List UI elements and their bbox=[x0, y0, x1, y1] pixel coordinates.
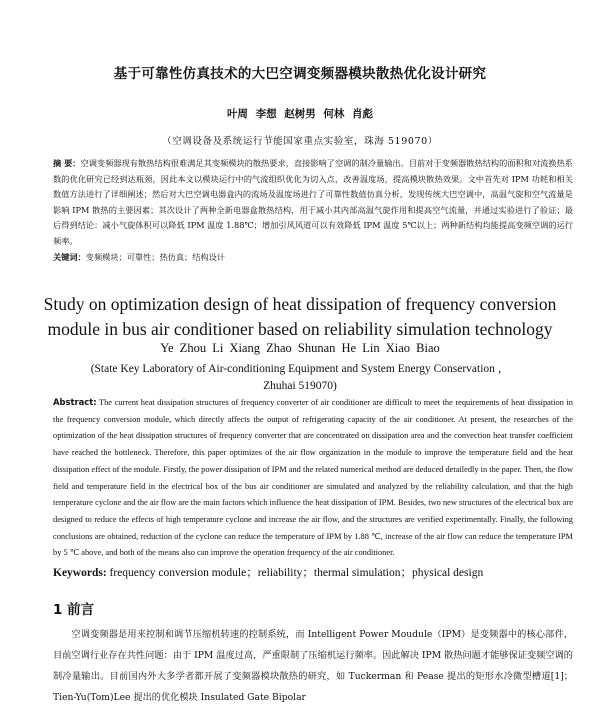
english-authors: Ye Zhou Li Xiang Zhao Shunan He Lin Xiao Biao bbox=[160, 341, 440, 355]
section-heading-introduction: 1 前言 bbox=[53, 602, 95, 618]
chinese-keywords-label: 关键词： bbox=[53, 252, 86, 262]
english-keywords-label: Keywords: bbox=[53, 567, 107, 579]
chinese-affiliation: （空调设备及系统运行节能国家重点实验室，珠海 519070） bbox=[162, 136, 438, 147]
chinese-abstract-text: 空调变频器现有散热结构很难满足其变频模块的散热要求，直接影响了空调的制冷量输出。目前对于变频器散热结构的面积和对流换热系数的优化研究已经到达瓶颈，因此本文以模块运行中的气流组织优化为切入点，改善温度场，提高模块散热效果。文中首先对 IPM 功耗和相关数值方法进行了详细阐述；然后对大巴空调电器盒内的流场及温度场进行了可靠性数值仿真分析，发现传统大巴空调中，高温气旋和空气流量是影响 IPM 散热的主要因素；其次设计了两种全新电器盒散热结构，用于减小其内部高温气旋作用和提高空气流量，并通过实验进行了验证；最后得到结论：减小气旋体积可以降低 IPM 温度 1.88℃；增加引风风道可以有效降低 IPM 温度 5℃以上；两种新结构均能提高变频空调的运行频率。 bbox=[53, 158, 573, 246]
chinese-abstract bbox=[53, 156, 573, 249]
chinese-title: 基于可靠性仿真技术的大巴空调变频器模块散热优化设计研究 bbox=[113, 66, 487, 82]
english-abstract-label: Abstract: bbox=[53, 397, 97, 407]
chinese-keywords bbox=[53, 252, 573, 263]
chinese-authors: 叶周 李想 赵树男 何林 肖彪 bbox=[226, 108, 374, 120]
english-abstract bbox=[53, 394, 573, 562]
chinese-abstract-label: 摘 要： bbox=[53, 158, 81, 168]
introduction-paragraph: 空调变频器是用来控制和调节压缩机转速的控制系统，而 Intelligent Power Moudule（IPM）是变频器中的核心部件，目前空调行业存在共性问题：由于 IPM 温度过高，严重限制了压缩机运行频率。因此解决 IPM 散热问题才能够保证变频空调的制冷量输出。目前国内外大多学者都开展了变频器模块散热的研究，如 Tuckerman 和 Pease 提出的矩形水冷微型槽道[1]；Tien-Yu(Tom)Lee 提出的优化模块 Insulated Gate Bipolar bbox=[53, 629, 573, 703]
english-keywords-text: frequency conversion module；reliability；thermal simulation；physical design bbox=[109, 567, 484, 579]
chinese-keywords-text: 变频模块；可靠性；热仿真；结构设计 bbox=[85, 252, 225, 262]
english-abstract-text: The current heat dissipation structures of frequency converter of air conditioner are difficult to meet the requirements of heat dissipation in the frequency conversion module, which directly affects the output of refrigerating capacity of the air conditioner. At present, the researches of the optimization of the heat dissipation structures of frequency converter that are concentrated on dissipation area and the convection heat transfer coefficient have reached the bottleneck. Therefore, this paper optimizes of the air flow organization in the module to improve the temperature field and the heat dissipation effect of the module. Firstly, the power dissipation of IPM and the related numerical method are deduced detailedly in the paper. Then, the flow field and temperature field in the electrical box of the bus air conditioner are simulated and analyzed by the reliability calculation, and that the high temperature cyclone and the air flow are the main factors which influence the heat dissipation of IPM. Besides, two new structures of the electrical box are designed to reduce the effects of high temperature cyclone and increase the air flow, and the structures are verified experimentally. Finally, the following conclusions are obtained, reduction of the cyclone can reduce the temperature of IPM by 1.88 ℃, increase of the air flow can reduce the temperature IPM by 5 ℃ above, and both of the means also can improve the operation frequency of the air conditioner. bbox=[53, 398, 573, 558]
introduction-body bbox=[53, 624, 573, 708]
english-keywords bbox=[53, 564, 573, 580]
english-affiliation: (State Key Laboratory of Air-conditioning Equipment and System Energy Conservation ，Zhuhai 519070) bbox=[90, 363, 510, 392]
english-title: Study on optimization design of heat dissipation of frequency conversion module in bus air conditioner based on reliability simulation technology bbox=[43, 294, 557, 339]
